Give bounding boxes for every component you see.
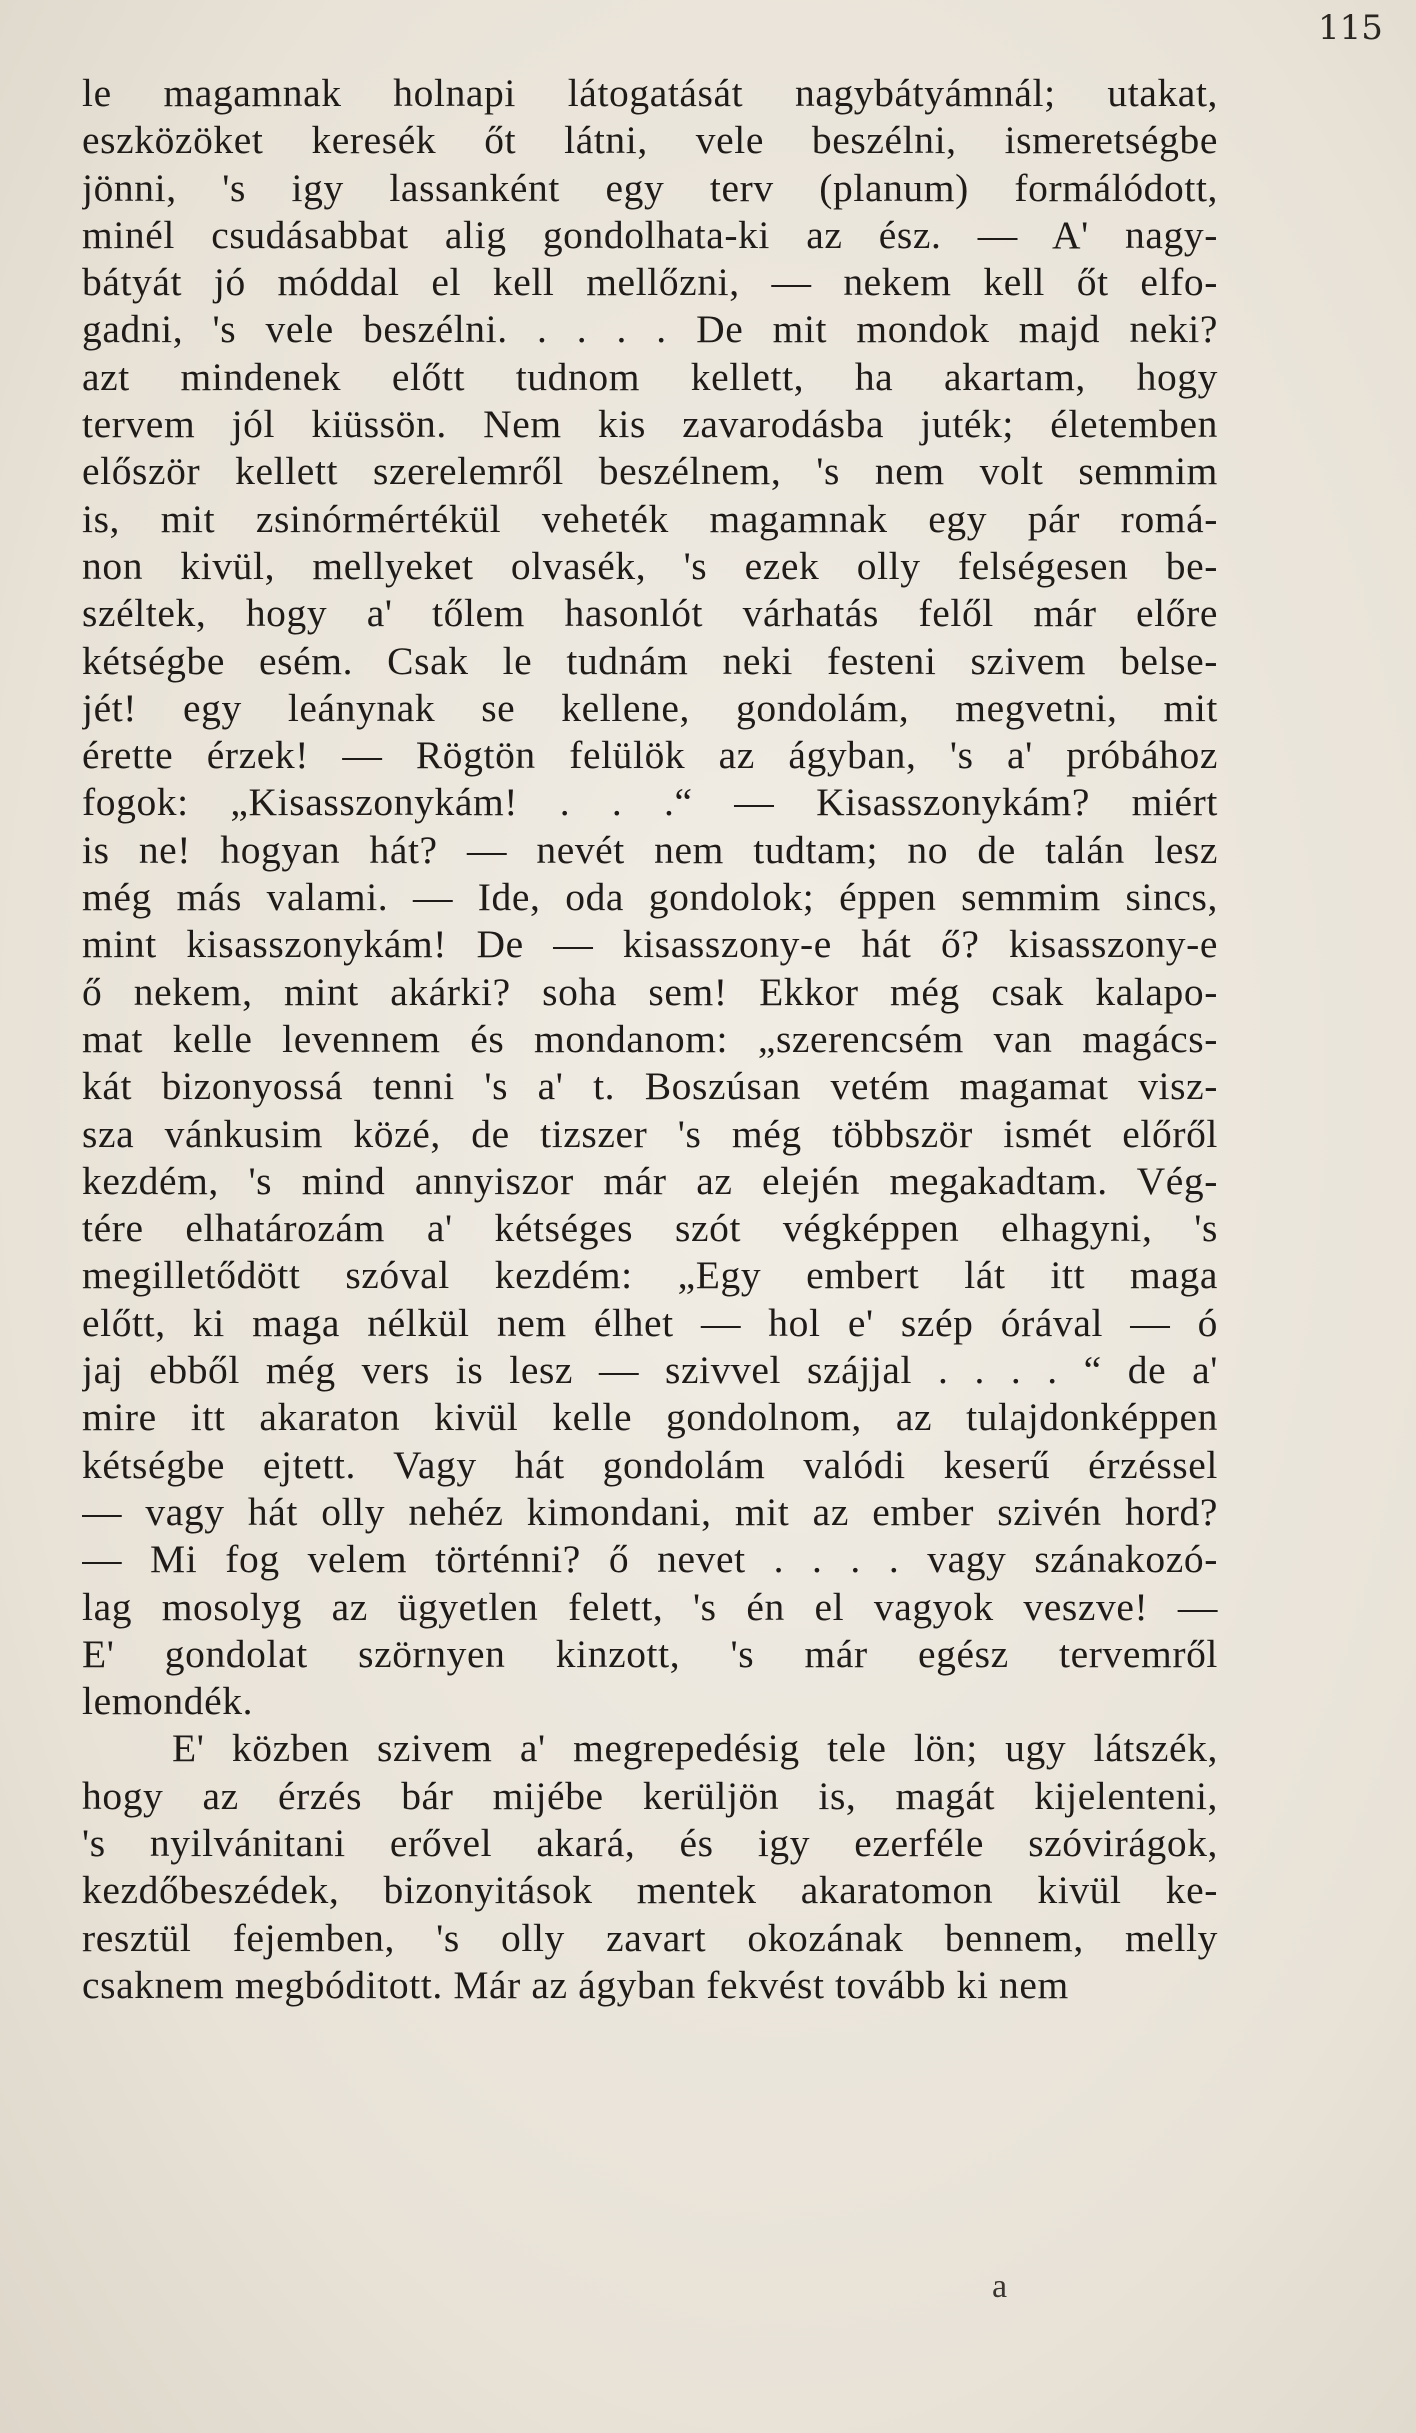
text-line: lemondék.	[82, 1679, 254, 1724]
paragraph-1	[82, 70, 1218, 1725]
text-line: gadni, 's vele beszélni. . . . . De mit mondok majd neki?	[82, 307, 1218, 352]
text-line: mint kisasszonykám! De — kisasszony-e hát ő? kisasszony-e	[82, 922, 1218, 967]
text-line: E' közben szivem a' megrepedésig tele lön; ugy látszék,	[172, 1726, 1218, 1771]
paragraph-2	[82, 1725, 1218, 2009]
text-line: még más valami. — Ide, oda gondolok; éppen semmim sincs,	[82, 875, 1218, 920]
body-text	[82, 70, 1218, 2009]
text-line: resztül fejemben, 's olly zavart okozának bennem, melly	[82, 1915, 1218, 1960]
signature-mark: a	[992, 2268, 1008, 2305]
text-line: is ne! hogyan hát? — nevét nem tudtam; no de talán lesz	[82, 827, 1218, 872]
text-line: — vagy hát olly nehéz kimondani, mit az ember szivén hord?	[82, 1489, 1218, 1534]
text-line: — Mi fog velem történni? ő nevet . . . . vagy szánakozó-	[82, 1537, 1218, 1582]
text-line: kezdőbeszédek, bizonyitások mentek akaratomon kivül ke-	[82, 1868, 1218, 1913]
text-line: jét! egy leánynak se kellene, gondolám, megvetni, mit	[82, 685, 1218, 730]
text-line: lag mosolyg az ügyetlen felett, 's én el vagyok veszve! —	[82, 1584, 1218, 1629]
text-line: sza vánkusim közé, de tizszer 's még többször ismét előről	[82, 1111, 1218, 1156]
text-line: kétségbe ejtett. Vagy hát gondolám valódi keserű érzéssel	[82, 1442, 1218, 1487]
text-line: eszközöket keresék őt látni, vele beszélni, ismeretségbe	[82, 118, 1218, 163]
text-line: előtt, ki maga nélkül nem élhet — hol e' szép órával — ó	[82, 1300, 1218, 1345]
text-line: megilletődött szóval kezdém: „Egy embert lát itt maga	[82, 1253, 1218, 1298]
text-line: mat kelle levennem és mondanom: „szerencsém van magács-	[82, 1016, 1218, 1061]
text-line: széltek, hogy a' tőlem hasonlót várhatás felől már előre	[82, 591, 1218, 636]
text-line: jönni, 's igy lassanként egy terv (planum) formálódott,	[82, 165, 1218, 210]
text-line: 's nyilvánitani erővel akará, és igy ezerféle szóvirágok,	[82, 1820, 1218, 1865]
text-line: hogy az érzés bár mijébe kerüljön is, magát kijelenteni,	[82, 1773, 1218, 1818]
text-line: le magamnak holnapi látogatását nagybátyámnál; utakat,	[82, 71, 1218, 115]
text-line: kétségbe esém. Csak le tudnám neki festeni szivem belse-	[82, 638, 1218, 683]
text-line: is, mit zsinórmértékül veheték magamnak egy pár romá-	[82, 496, 1218, 541]
text-line: bátyát jó móddal el kell mellőzni, — nekem kell őt elfo-	[82, 260, 1218, 305]
text-line: először kellett szerelemről beszélnem, 's nem volt semmim	[82, 449, 1218, 494]
text-line: kezdém, 's mind annyiszor már az elején megakadtam. Vég-	[82, 1158, 1218, 1203]
text-line: csaknem megbóditott. Már az ágyban fekvést tovább ki nem	[82, 1962, 1069, 2007]
text-line: tére elhatározám a' kétséges szót végképpen elhagyni, 's	[82, 1206, 1218, 1251]
text-line: tervem jól kiüssön. Nem kis zavarodásba juték; életemben	[82, 402, 1218, 447]
text-line: kát bizonyossá tenni 's a' t. Boszúsan vetém magamat visz-	[82, 1064, 1218, 1109]
text-line: azt mindenek előtt tudnom kellett, ha akartam, hogy	[82, 354, 1218, 399]
text-line: fogok: „Kisasszonykám! . . .“ — Kisasszonykám? miért	[82, 780, 1218, 825]
text-line: minél csudásabbat alig gondolhata-ki az ész. — A' nagy-	[82, 212, 1218, 257]
text-line: jaj ebből még vers is lesz — szivvel szájjal . . . . “ de a'	[82, 1348, 1218, 1393]
text-line: E' gondolat szörnyen kinzott, 's már egész tervemről	[82, 1631, 1218, 1676]
text-line: érette érzek! — Rögtön felülök az ágyban, 's a' próbához	[82, 733, 1218, 778]
text-line: mire itt akaraton kivül kelle gondolnom, az tulajdonképpen	[82, 1395, 1218, 1440]
page-number: 115	[1318, 8, 1383, 48]
text-line: ő nekem, mint akárki? soha sem! Ekkor még csak kalapo-	[82, 969, 1218, 1014]
text-line: non kivül, mellyeket olvasék, 's ezek olly felségesen be-	[82, 543, 1218, 588]
